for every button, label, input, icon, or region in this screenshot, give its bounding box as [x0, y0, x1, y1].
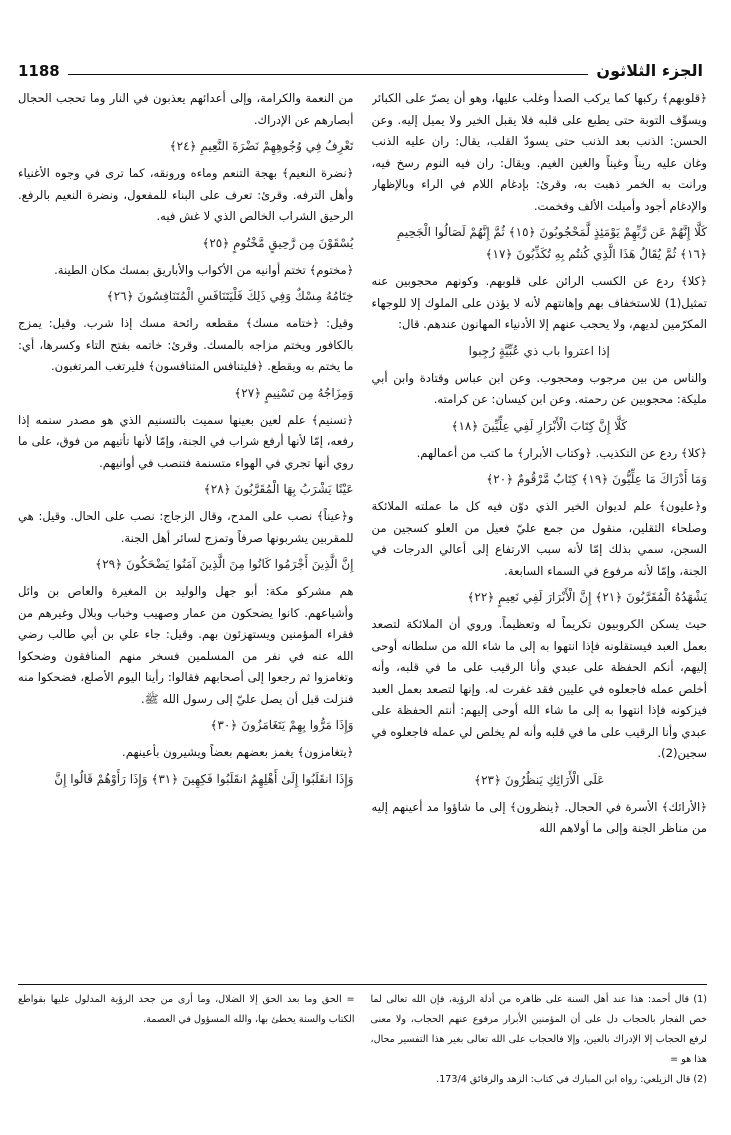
commentary-paragraph: والناس من بين مرجوب ومحجوب. وعن ابن عباس وقتادة وابن أبي مليكة: محجوبين عن رحمته. وعن ابن كيسان: عن كرامته.: [371, 370, 707, 406]
commentary-paragraph: ﴿كلا﴾ ردع عن التكذيب. ﴿وكتاب الأبرار﴾ ما كتب من أعمالهم.: [416, 445, 707, 460]
quran-verse: كَلَّا إِنَّ كِتَابَ الْأَبْرَارِ لَفِي عِلِّيِّينَ ﴿١٨﴾: [451, 418, 628, 433]
running-title: الجزء الثلاثون: [596, 61, 703, 80]
quran-verse: يُسْقَوْنَ مِن رَّحِيقٍ مَّخْتُومٍ ﴿٢٥﴾: [202, 235, 354, 250]
footnotes: [18, 990, 707, 1110]
footnote-2: (2) قال الزيلعي: رواه ابن المبارك في كتاب: الزهد والرقائق 173/4.: [436, 1074, 707, 1085]
page-header: [18, 56, 703, 80]
quran-verse: يَشْهَدُهُ الْمُقَرَّبُونَ ﴿٢١﴾ إِنَّ الْأَبْرَارَ لَفِي نَعِيمٍ ﴿٢٢﴾: [467, 590, 707, 604]
commentary-paragraph: ﴿نضرة النعيم﴾ بهجة التنعم وماءه ورونقه، كما ترى في وجوه الأغنياء وأهل الترفه. وقرئ: تعرف على البناء للمفعول، ونضرة النعيم بالرفع. الرحيق الشراب الخالص الذي لا غش فيه.: [18, 166, 354, 223]
commentary-paragraph: حيث يسكن الكروبيون تكريماً له وتعظيماً. وروي أن الملائكة لتصعد بعمل العبد فيستقلونه فإذا انتهوا به إلى ما شاء الله من سلطانه أوحى إليهم، أنكم الحفظة على عبدي وأنا الرقيب على ما في قلبه، وأنه أخلص عمله فاجعلوه في عليين فقد غفرت له. وإنها لتصعد بعمل العبد فيزكونه فإذا انتهوا به إلى ما شاء الله أوحى إليهم: أنتم الحفظة على عبدي وأنا الرقيب على ما في قلبه وأنه لم يخلص لي عمله فاجعلوه في سجين(2).: [371, 617, 707, 760]
footnotes-left: [18, 990, 355, 1110]
quran-verse: إِنَّ الَّذِينَ أَجْرَمُوا كَانُوا مِنَ الَّذِينَ آمَنُوا يَضْحَكُونَ ﴿٢٩﴾: [95, 557, 354, 571]
quran-verse: إذا اعتروا باب ذي عُبِّيَّةٍ رُجِبوا: [468, 343, 610, 358]
commentary-paragraph: هم مشركو مكة: أبو جهل والوليد بن المغيرة والعاص بن وائل وأشياعهم. كانوا يضحكون من عمار وصهيب وخباب وبلال وغيرهم من فقراء المؤمنين ويستهزئون بهم. وقيل: جاء علي بن أبي طالب رضي الله عنه في نفر من المسلمين فسخر منهم المنافقون وضحكوا وتغامزوا ثم رجعوا إلى أصحابهم فقالوا: رأينا اليوم الأصلع، فضحكوا منه فنزلت قبل أن يصل عليّ إلى رسول الله ﷺ.: [18, 584, 354, 706]
page-number: 1188: [18, 62, 60, 80]
quran-verse: وَإِذَا مَرُّوا بِهِمْ يَتَغَامَزُونَ ﴿٣٠﴾: [210, 718, 354, 732]
quran-verse: خِتَامُهُ مِسْكٌ وَفِي ذَلِكَ فَلْيَتَنَافَسِ الْمُتَنَافِسُونَ ﴿٢٦﴾: [106, 289, 354, 303]
quran-verse: وَإِذَا انقَلَبُوا إِلَىٰ أَهْلِهِمُ انقَلَبُوا فَكِهِينَ ﴿٣١﴾ وَإِذَا رَأَوْهُمْ قَالُوا إِنَّ: [54, 771, 354, 786]
commentary-paragraph: ﴿يتغامزون﴾ يغمز بعضهم بعضاً ويشيرون بأعينهم.: [122, 745, 354, 759]
commentary-paragraph: من النعمة والكرامة، وإلى أعدائهم يعذبون في النار وما تحجب الحجال أبصارهم عن الإدراك.: [18, 91, 354, 127]
commentary-paragraph: ﴿كلا﴾ ردع عن الكسب الرائن على قلوبهم. وكونهم محجوبين عنه تمثيل(1) للاستخفاف بهم وإهانتهم لأنه لا يؤذن على الملوك إلا للوجهاء المكرّمين لديهم، ولا يحجب عنهم إلا الأدنياء المهانون عندهم. قال:: [371, 274, 707, 331]
commentary-paragraph: ﴿تسنيم﴾ علم لعين بعينها سميت بالتسنيم الذي هو مصدر سنمه إذا رفعه، إمّا لأنها أرفع شراب في الجنة، وإمّا لأنها تأتيهم من فوق، على ما روي أنها تجري في الهواء متسنمة فتنصب في أوانيهم.: [18, 412, 354, 470]
footnotes-right: [371, 990, 708, 1110]
commentary-paragraph: ﴿الأرائك﴾ الأسرة في الحجال. ﴿ينظرون﴾ إلى ما شاؤوا مد أعينهم إليه من مناظر الجنة وإلى ما أولاهم الله: [371, 799, 707, 835]
footnote-1-continued: = الحق وما بعد الحق إلا الضلال، وما أرى من جحد الرؤية المدلول عليها بقواطع الكتاب والسنة يخطئ بها، والله المسؤول في العصمة.: [18, 994, 355, 1025]
footnote-divider: [18, 984, 707, 985]
quran-verse: وَمِزَاجُهُ مِن تَسْنِيمٍ ﴿٢٧﴾: [234, 385, 354, 400]
quran-verse: عَلَى الْأَرَائِكِ يَنظُرُونَ ﴿٢٣﴾: [474, 772, 605, 787]
footnote-1: (1) قال أحمد: هذا عند أهل السنة على ظاهره من أدلة الرؤية، فإن الله تعالى لما خص الفجار بالحجاب دل على أن المؤمنين الأبرار مرفوع عنهم الحجاب، ولا معنى لرفع الحجاب إلا الإدراك بالعين، وإلا فالحجاب على الله تعالى بغير هذا التفسير محال، هذا هو =: [370, 994, 707, 1065]
quran-verse: تَعْرِفُ فِي وُجُوهِهِمْ نَضْرَةَ النَّعِيمِ ﴿٢٤﴾: [169, 139, 354, 153]
commentary-paragraph: ﴿قلوبهم﴾ ركبها كما يركب الصدأ وغلب عليها، وهو أن يصرّ على الكبائر ويسوِّف التوبة حتى يطبع على قلبه فلا يقبل الخير ولا يميل إليه. وعن الحسن: الذنب بعد الذنب حتى يسودّ القلب، يقال: ران عليه الذنب وغان عليه ريناً وغيناً والغين الغيم. ويقال: ران فيه النوم رسخ فيه، ورانت به الخمر ذهبت به، وقرئ: بإدغام اللام في الراء وبالإظهار والإدغام أجود وأميلت الألف وفخمت.: [371, 91, 707, 213]
quran-verse: وَمَا أَدْرَاكَ مَا عِلِّيُّونَ ﴿١٩﴾ كِتَابٌ مَّرْقُومٌ ﴿٢٠﴾: [486, 472, 707, 486]
commentary-paragraph: ﴿مختوم﴾ تختم أوانيه من الأكواب والأباريق بمسك مكان الطينة.: [54, 262, 354, 277]
commentary-paragraph: و﴿عيناً﴾ نصب على المدح، وقال الزجاج: نصب على الحال. وقيل: هي للمقربين يشربونها صرفاً وتمزج لسائر أهل الجنة.: [18, 509, 354, 545]
body-columns: [18, 88, 707, 974]
commentary-paragraph: وقيل: ﴿ختامه مسك﴾ مقطعه رائحة مسك إذا شرب. وقيل: يمزج بالكافور ويختم مزاجه بالمسك. وقرئ: خاتمه بفتح التاء وكسرها، أي: ما يختم به ويقطع. ﴿فليتنافس المتنافسون﴾ فليرتغب المرتغبون.: [18, 316, 354, 373]
quran-verse: كَلَّا إِنَّهُمْ عَن رَّبِّهِمْ يَوْمَئِذٍ لَّمَحْجُوبُونَ ﴿١٥﴾ ثُمَّ إِنَّهُمْ لَصَالُوا الْجَحِيمِ ﴿١٦﴾ ثُمَّ يُقَالُ هَذَا الَّذِي كُنتُم بِهِ تُكَذِّبُونَ ﴿١٧﴾: [396, 225, 707, 261]
header-rule: [68, 74, 589, 75]
commentary-paragraph: و﴿عليون﴾ علم لديوان الخير الذي دوّن فيه كل ما عملته الملائكة وصلحاء الثقلين، منقول من جمع عليّ فعيل من العلو كسجين من السجن، سمي بذلك إمّا لأنه سبب الارتفاع إلى أعالي الدرجات في الجنة، وإمّا لأنه مرفوع في السماء السابعة.: [371, 499, 707, 578]
left-column: [18, 88, 354, 974]
quran-verse: عَيْنًا يَشْرَبُ بِهَا الْمُقَرَّبُونَ ﴿٢٨﴾: [203, 482, 354, 496]
right-column: [372, 88, 708, 974]
